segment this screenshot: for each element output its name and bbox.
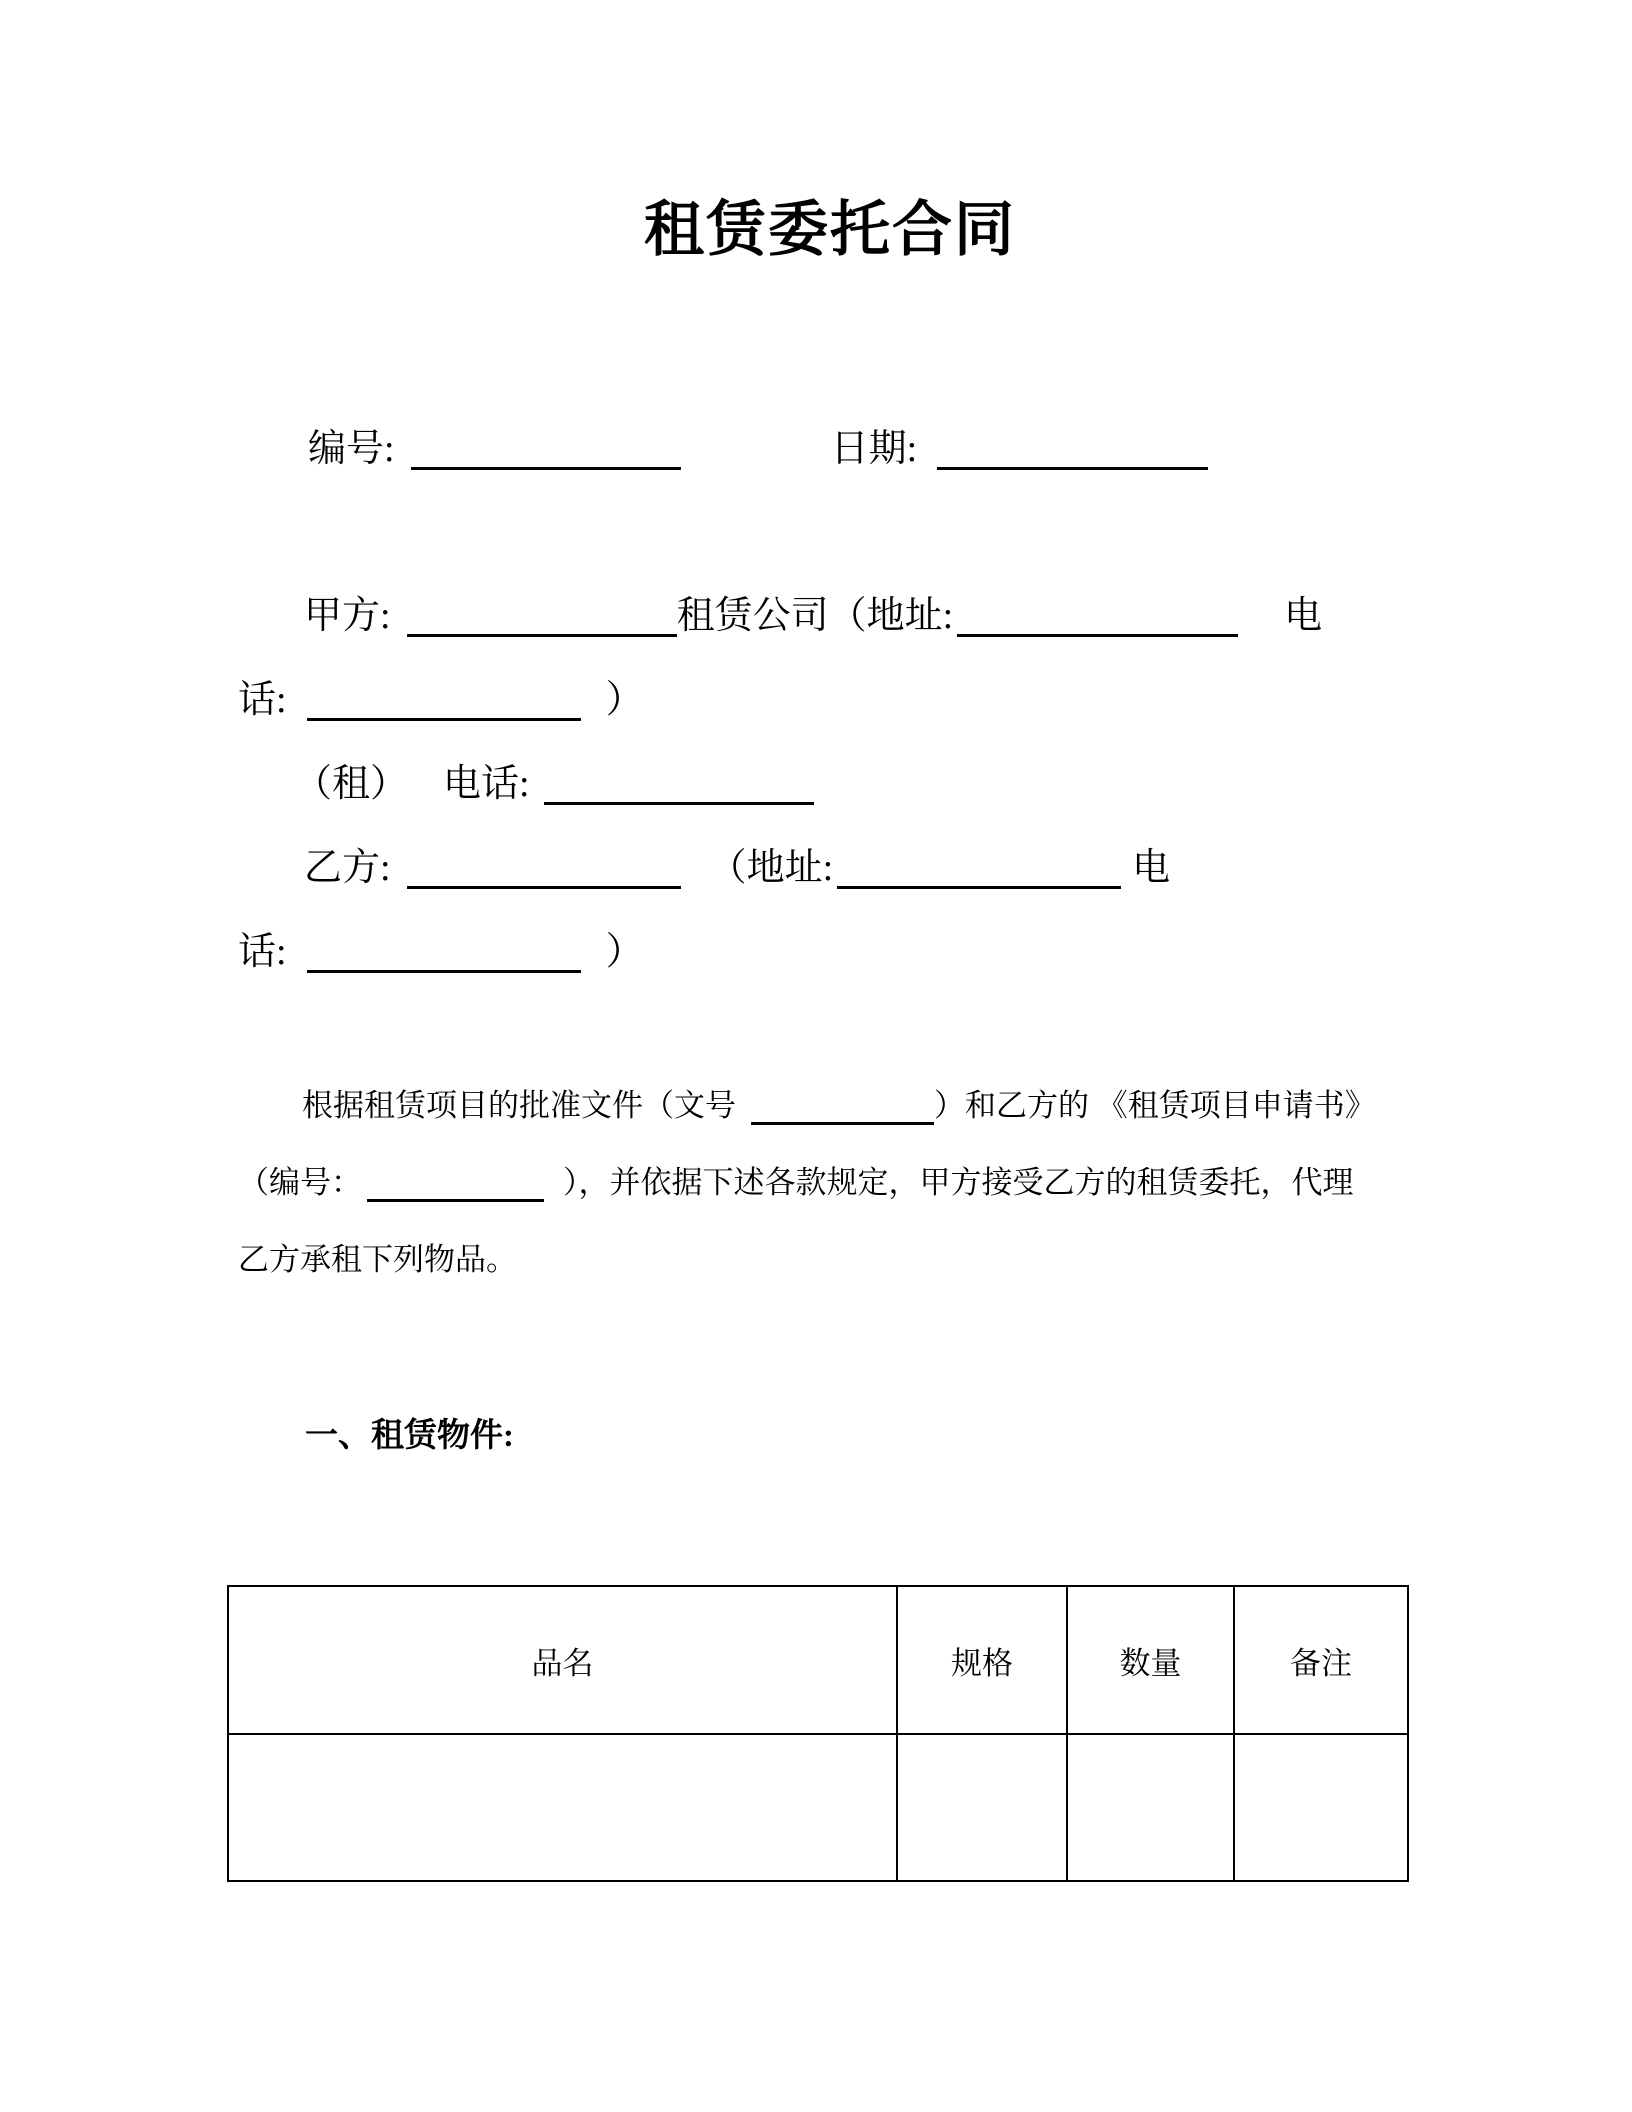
- rent-tel-label: 电话:: [443, 763, 530, 805]
- date-blank[interactable]: [937, 467, 1208, 470]
- party-a-tel-wrap-char: 电: [1284, 595, 1323, 637]
- party-b-tel-line: [238, 910, 1422, 994]
- party-a-tel-blank[interactable]: [307, 718, 581, 721]
- clause-text: ），并依据下述各款规定，甲方接受乙方的租赁委托，代理: [563, 1165, 1354, 1200]
- meta-line: [238, 424, 1422, 474]
- party-a-line: [238, 574, 1422, 658]
- party-a-label: 甲方:: [304, 595, 391, 637]
- lease-items-text: 乙方承租下列物品。: [238, 1242, 517, 1277]
- party-a-tel-line: [238, 658, 1422, 742]
- rent-tel-blank[interactable]: [544, 802, 814, 805]
- paragraph-line-2: [238, 1144, 1422, 1221]
- col-header-product-name: 品名: [228, 1586, 897, 1734]
- application-number-label: （编号：: [238, 1165, 362, 1200]
- party-a-name-blank[interactable]: [407, 634, 677, 637]
- party-b-tel-wrap-char: 电: [1132, 847, 1171, 889]
- body-paragraph: [238, 1067, 1422, 1298]
- paragraph-line-3: [238, 1221, 1422, 1298]
- cell-remarks[interactable]: [1234, 1734, 1408, 1881]
- cell-quantity[interactable]: [1067, 1734, 1234, 1881]
- party-b-tel-label: 话:: [238, 931, 287, 973]
- cell-product-name[interactable]: [228, 1734, 897, 1881]
- party-a-address-blank[interactable]: [957, 634, 1238, 637]
- col-header-quantity: 数量: [1067, 1586, 1234, 1734]
- application-number-blank[interactable]: [367, 1199, 544, 1202]
- party-b-address-label: （地址:: [708, 847, 834, 889]
- table-row: [228, 1734, 1408, 1881]
- approval-doc-text: 根据租赁项目的批准文件（文号: [302, 1088, 736, 1123]
- parties-section: [238, 574, 1422, 994]
- party-a-close-paren: ）: [605, 679, 644, 721]
- party-a-tel-label: 话:: [238, 679, 287, 721]
- contract-number-blank[interactable]: [411, 467, 681, 470]
- lease-items-table: [227, 1585, 1409, 1882]
- party-b-name-blank[interactable]: [407, 886, 681, 889]
- rent-note: （租）: [294, 763, 409, 805]
- party-a-company-suffix: 租赁公司（地址:: [676, 595, 954, 637]
- paragraph-line-1: [238, 1067, 1422, 1144]
- party-b-label: 乙方:: [304, 847, 391, 889]
- party-b-address-blank[interactable]: [837, 886, 1121, 889]
- rent-tel-line: [238, 742, 1422, 826]
- col-header-remarks: 备注: [1234, 1586, 1408, 1734]
- cell-specification[interactable]: [897, 1734, 1067, 1881]
- table-header-row: [228, 1586, 1408, 1734]
- application-book-text: ）和乙方的 《租赁项目申请书》: [934, 1088, 1376, 1123]
- document-title: 租赁委托合同: [644, 196, 1016, 263]
- party-b-line: [238, 826, 1422, 910]
- party-b-close-paren: ）: [605, 931, 644, 973]
- col-header-specification: 规格: [897, 1586, 1067, 1734]
- doc-number-blank[interactable]: [751, 1122, 934, 1125]
- date-label: 日期:: [830, 428, 918, 470]
- section-heading-lease-items: 一、租赁物件:: [305, 1418, 514, 1454]
- party-b-tel-blank[interactable]: [307, 970, 581, 973]
- contract-number-label: 编号:: [308, 428, 395, 470]
